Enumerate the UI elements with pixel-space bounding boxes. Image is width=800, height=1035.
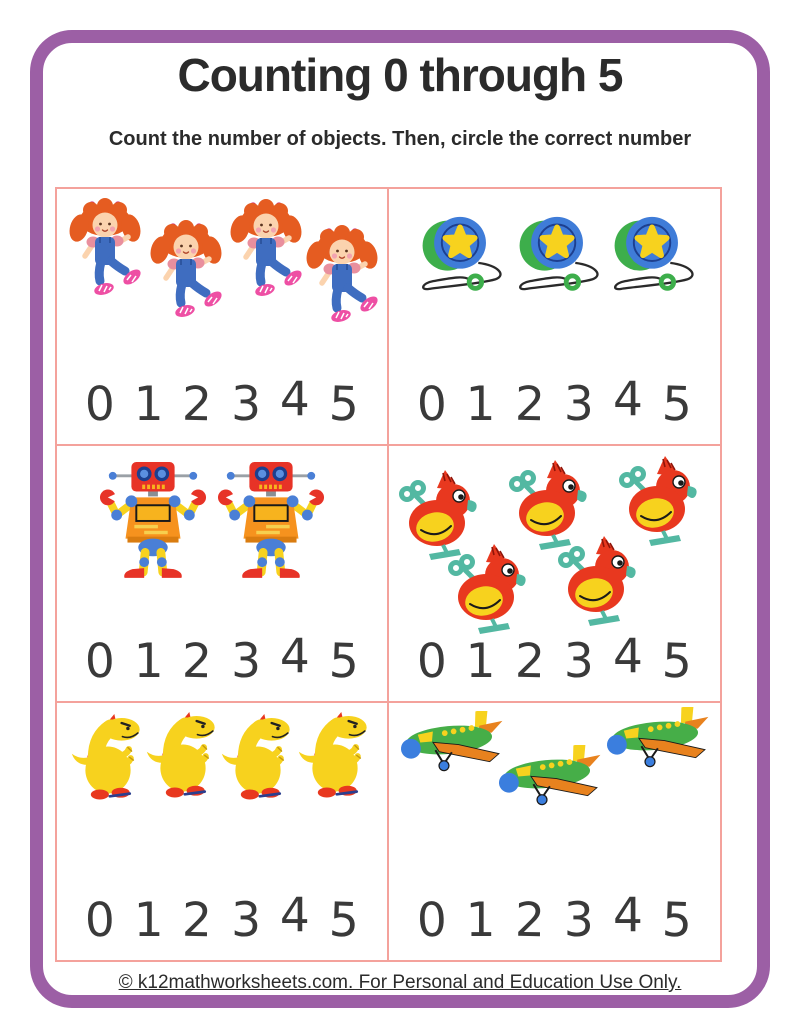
cell-robots bbox=[57, 446, 389, 703]
bird-icon bbox=[554, 534, 650, 626]
number-option-2[interactable]: 2 bbox=[181, 376, 213, 433]
number-option-0[interactable]: 0 bbox=[415, 376, 448, 433]
cell-yoyos bbox=[389, 189, 721, 446]
number-option-3[interactable]: 3 bbox=[231, 634, 262, 689]
dino-icon bbox=[145, 711, 221, 798]
number-option-4[interactable]: 4 bbox=[612, 888, 643, 943]
numbers-row bbox=[389, 372, 721, 433]
numbers-row bbox=[57, 888, 387, 949]
number-option-1[interactable]: 1 bbox=[133, 634, 164, 689]
numbers-row bbox=[57, 629, 387, 690]
number-option-0[interactable]: 0 bbox=[415, 892, 448, 949]
footer-link[interactable]: © k12mathworksheets.com. For Personal and Education Use Only. bbox=[118, 972, 682, 993]
number-option-2[interactable]: 2 bbox=[514, 376, 546, 433]
number-option-4[interactable]: 4 bbox=[612, 372, 643, 427]
yoyo-icon bbox=[510, 213, 606, 309]
number-option-4[interactable]: 4 bbox=[279, 888, 310, 943]
cell-airplanes bbox=[389, 703, 721, 960]
plane-icon bbox=[395, 711, 507, 774]
number-option-5[interactable]: 5 bbox=[327, 633, 360, 690]
worksheet-grid bbox=[55, 187, 722, 962]
number-option-0[interactable]: 0 bbox=[84, 376, 116, 433]
doll-icon bbox=[225, 198, 307, 302]
doll-icon bbox=[301, 224, 383, 328]
number-option-3[interactable]: 3 bbox=[563, 893, 594, 948]
number-option-0[interactable]: 0 bbox=[84, 633, 116, 690]
number-option-2[interactable]: 2 bbox=[181, 633, 213, 690]
cell-birds bbox=[389, 446, 721, 703]
number-option-1[interactable]: 1 bbox=[133, 893, 164, 948]
dino-icon bbox=[70, 713, 146, 800]
robot-icon bbox=[217, 456, 325, 582]
doll-icon bbox=[145, 219, 227, 323]
plane-icon bbox=[601, 707, 713, 770]
number-option-3[interactable]: 3 bbox=[563, 377, 594, 432]
number-option-5[interactable]: 5 bbox=[327, 892, 360, 949]
number-option-4[interactable]: 4 bbox=[279, 629, 310, 684]
number-option-5[interactable]: 5 bbox=[661, 892, 693, 949]
dino-icon bbox=[297, 711, 373, 798]
dino-icon bbox=[220, 713, 296, 800]
number-option-1[interactable]: 1 bbox=[465, 377, 496, 432]
number-option-3[interactable]: 3 bbox=[231, 377, 262, 432]
number-option-0[interactable]: 0 bbox=[415, 633, 448, 690]
cell-dolls bbox=[57, 189, 389, 446]
number-option-5[interactable]: 5 bbox=[327, 376, 360, 433]
number-option-2[interactable]: 2 bbox=[514, 633, 546, 690]
footer-credit bbox=[0, 972, 800, 994]
plane-icon bbox=[493, 745, 605, 808]
bird-icon bbox=[615, 454, 711, 546]
number-option-1[interactable]: 1 bbox=[465, 893, 496, 948]
numbers-row bbox=[389, 629, 721, 690]
doll-icon bbox=[64, 197, 146, 301]
numbers-row bbox=[389, 888, 721, 949]
number-option-1[interactable]: 1 bbox=[465, 634, 496, 689]
instructions-text: Count the number of objects. Then, circle the correct number bbox=[108, 128, 692, 150]
number-option-3[interactable]: 3 bbox=[231, 893, 262, 948]
number-option-3[interactable]: 3 bbox=[563, 634, 594, 689]
number-option-2[interactable]: 2 bbox=[181, 892, 213, 949]
bird-icon bbox=[444, 542, 540, 634]
robot-icon bbox=[99, 456, 207, 582]
numbers-row bbox=[57, 372, 387, 433]
number-option-5[interactable]: 5 bbox=[661, 633, 693, 690]
cell-dinosaurs bbox=[57, 703, 389, 960]
number-option-0[interactable]: 0 bbox=[84, 892, 116, 949]
number-option-1[interactable]: 1 bbox=[133, 377, 164, 432]
number-option-5[interactable]: 5 bbox=[661, 376, 693, 433]
number-option-4[interactable]: 4 bbox=[279, 372, 310, 427]
yoyo-icon bbox=[605, 213, 701, 309]
number-option-4[interactable]: 4 bbox=[612, 629, 643, 684]
yoyo-icon bbox=[413, 213, 509, 309]
page-title: Counting 0 through 5 bbox=[177, 49, 623, 101]
number-option-2[interactable]: 2 bbox=[514, 892, 546, 949]
